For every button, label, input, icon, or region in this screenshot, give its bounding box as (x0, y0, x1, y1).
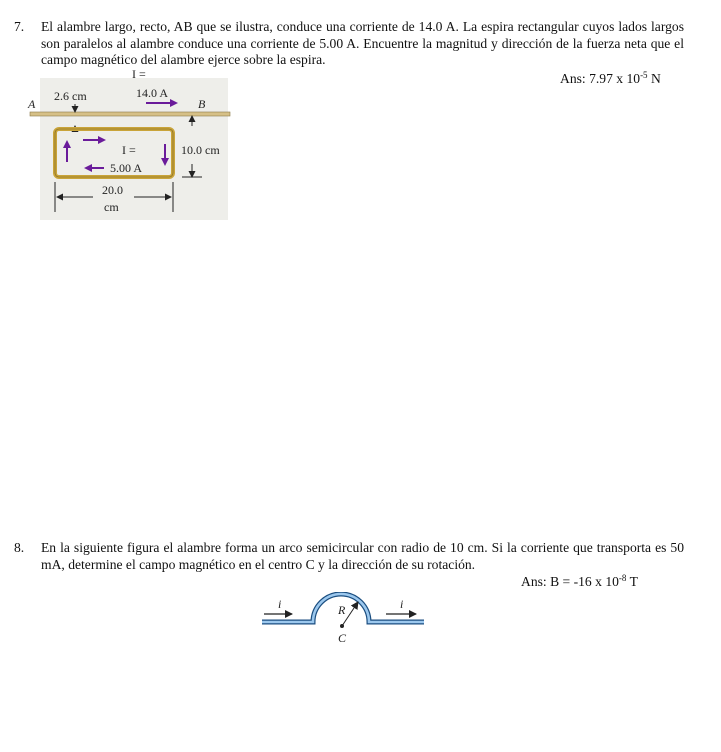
loop-width-value: 20.0 (102, 183, 123, 197)
figure-semicircular-wire (258, 592, 428, 648)
answer-8: Ans: B = -16 x $10^{-8}$ T (521, 573, 638, 589)
wire-ab (30, 112, 230, 116)
current-label-right: i (400, 597, 404, 611)
radius-label: R (338, 603, 346, 617)
problem-text: El alambre largo, recto, AB que se ilustra, conduce una corriente de 14.0 A. La espira rectangular cuyos lados largos son paralelos al alambre conduce una corriente de 5.00 A. Encuentre la magnitud y dirección de la fuerza neta que el campo magnético del alambre ejerce sobre la espira. (41, 19, 684, 67)
label-b: B (198, 97, 206, 111)
center-point (340, 624, 344, 628)
problem-8 (14, 540, 684, 573)
loop-height-label: 10.0 cm (181, 143, 220, 157)
loop-current-symbol: I = (122, 143, 136, 157)
gap-distance-label: 2.6 cm (54, 89, 87, 103)
answer-7: Ans: 7.97 x $10^{-5}$ N (560, 70, 661, 86)
wire-current-symbol: I = (132, 68, 146, 81)
loop-width-unit: cm (104, 200, 119, 214)
problem-number: 8. (14, 540, 25, 555)
problem-number: 7. (14, 19, 25, 34)
problem-text: En la siguiente figura el alambre forma un arco semicircular con radio de 10 cm. Si la corriente que transporta es 50 mA, determine el campo magnético en el centro C y la dirección de su rotación. (41, 540, 684, 572)
wire-current-value: 14.0 A (136, 86, 169, 100)
center-label: C (338, 631, 347, 645)
figure-wire-loop (26, 68, 236, 220)
problem-7 (14, 19, 684, 69)
current-label-left: i (278, 597, 282, 611)
label-a: A (28, 97, 36, 111)
loop-current-value: 5.00 A (110, 161, 143, 175)
